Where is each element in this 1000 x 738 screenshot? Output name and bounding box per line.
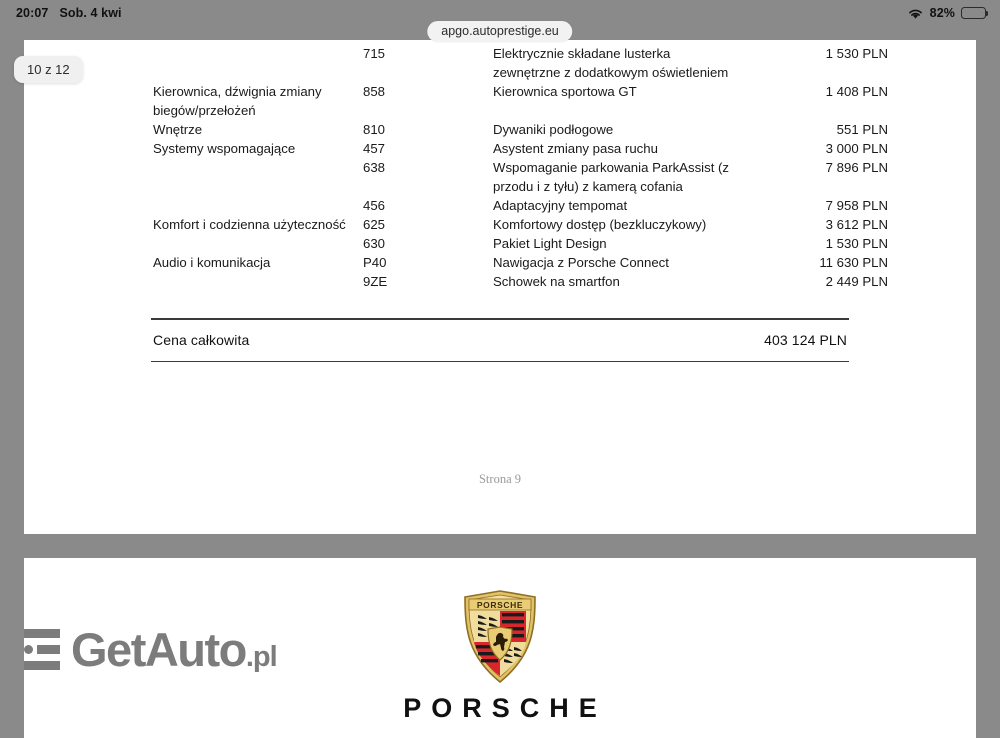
option-description: Adaptacyjny tempomat <box>493 198 628 213</box>
option-description: Asystent zmiany pasa ruchu <box>493 141 658 156</box>
status-bar-right <box>907 6 986 20</box>
option-price: 7 958 PLN <box>825 198 888 213</box>
document-page-9 <box>24 40 976 534</box>
option-description: Elektrycznie składane lusterka <box>493 46 671 61</box>
option-price: 11 630 PLN <box>819 255 888 270</box>
option-category <box>153 159 363 160</box>
option-price: 3 612 PLN <box>825 217 888 232</box>
table-row <box>24 254 976 273</box>
option-code: 9ZE <box>363 274 388 289</box>
getauto-name: GetAuto <box>71 623 246 676</box>
option-category <box>153 64 363 65</box>
option-category <box>153 178 363 179</box>
document-page-10 <box>24 558 976 738</box>
option-description <box>493 102 763 103</box>
option-code: 456 <box>363 198 386 213</box>
option-price <box>763 64 888 65</box>
option-category: Wnętrze <box>153 122 203 137</box>
option-description: Komfortowy dostęp (bezkluczykowy) <box>493 217 707 232</box>
table-row <box>24 159 976 178</box>
table-row <box>24 273 976 292</box>
option-price <box>763 102 888 103</box>
option-code <box>363 64 493 65</box>
table-row <box>24 102 976 121</box>
option-price: 2 449 PLN <box>825 274 888 289</box>
option-price: 1 408 PLN <box>825 84 888 99</box>
option-price: 551 PLN <box>836 122 888 137</box>
total-row <box>151 320 849 361</box>
total-price-block <box>151 318 849 362</box>
porsche-branding <box>24 590 976 724</box>
option-description: Dywaniki podłogowe <box>493 122 614 137</box>
option-code: 630 <box>363 236 386 251</box>
option-category: Audio i komunikacja <box>153 255 271 270</box>
option-description: Wspomaganie parkowania ParkAssist (z <box>493 160 730 175</box>
option-category: Systemy wspomagające <box>153 141 296 156</box>
option-price <box>763 178 888 179</box>
option-code: 858 <box>363 84 386 99</box>
option-price: 1 530 PLN <box>825 236 888 251</box>
battery-icon <box>961 7 986 19</box>
option-code <box>363 178 493 179</box>
page-counter-badge: 10 z 12 <box>14 56 83 83</box>
table-row <box>24 216 976 235</box>
option-category <box>153 45 363 46</box>
option-price: 3 000 PLN <box>825 141 888 156</box>
status-time: 20:07 <box>16 6 49 20</box>
option-price: 1 530 PLN <box>825 46 888 61</box>
option-code: 715 <box>363 46 386 61</box>
option-category: biegów/przełożeń <box>153 103 256 118</box>
viewer-right-gutter <box>976 0 1000 705</box>
total-label: Cena całkowita <box>153 331 250 348</box>
table-row <box>24 121 976 140</box>
option-description: Schowek na smartfon <box>493 274 620 289</box>
option-category <box>153 235 363 236</box>
table-row <box>24 83 976 102</box>
table-row <box>24 45 976 64</box>
porsche-crest-icon <box>462 590 538 684</box>
status-bar-left <box>16 6 122 20</box>
option-category: Komfort i codzienna użyteczność <box>153 217 346 232</box>
total-value: 403 124 PLN <box>764 331 847 348</box>
table-row <box>24 197 976 216</box>
viewer-left-gutter <box>0 0 24 705</box>
options-table <box>24 45 976 292</box>
table-row <box>24 140 976 159</box>
status-date: Sob. 4 kwi <box>59 6 122 20</box>
option-description: Kierownica sportowa GT <box>493 84 637 99</box>
battery-percentage: 82% <box>929 6 955 20</box>
option-category <box>153 273 363 274</box>
option-description: zewnętrzne z dodatkowym oświetleniem <box>493 65 729 80</box>
option-category: Kierownica, dźwignia zmiany <box>153 84 322 99</box>
option-description: Nawigacja z Porsche Connect <box>493 255 669 270</box>
option-description: Pakiet Light Design <box>493 236 607 251</box>
option-code: P40 <box>363 255 387 270</box>
svg-text:PORSCHE: PORSCHE <box>476 600 524 610</box>
divider-bottom <box>151 361 849 363</box>
option-code: 810 <box>363 122 386 137</box>
option-code: 457 <box>363 141 386 156</box>
option-category <box>153 197 363 198</box>
option-code: 638 <box>363 160 386 175</box>
option-code <box>363 102 493 103</box>
option-code: 625 <box>363 217 386 232</box>
table-row <box>24 64 976 83</box>
page-footer: Strona 9 <box>478 472 521 486</box>
wifi-icon <box>907 7 924 20</box>
option-description: przodu i z tyłu) z kamerą cofania <box>493 179 683 194</box>
url-bar[interactable]: apgo.autoprestige.eu <box>427 21 572 42</box>
getauto-tld: .pl <box>245 641 277 673</box>
option-price: 7 896 PLN <box>825 160 888 175</box>
porsche-wordmark: PORSCHE <box>403 693 607 723</box>
table-row <box>24 235 976 254</box>
table-row <box>24 178 976 197</box>
